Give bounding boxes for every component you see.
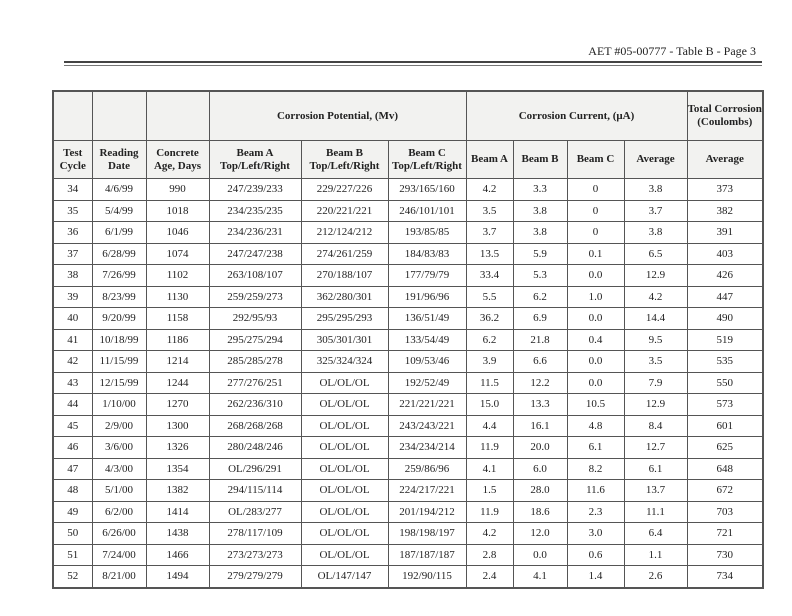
- table-cell: 0.0: [567, 372, 624, 394]
- table-cell: 11.9: [466, 501, 513, 523]
- table-cell: 1214: [146, 351, 209, 373]
- table-cell: 990: [146, 179, 209, 201]
- table-row: [53, 394, 763, 416]
- table-cell: 4.1: [466, 458, 513, 480]
- table-cell: 247/247/238: [209, 243, 301, 265]
- table-cell: 192/90/115: [388, 566, 466, 588]
- table-cell: 1414: [146, 501, 209, 523]
- table-cell: 285/285/278: [209, 351, 301, 373]
- table-cell: 0.0: [567, 265, 624, 287]
- table-cell: 13.7: [624, 480, 687, 502]
- table-cell: 47: [53, 458, 92, 480]
- table-cell: 2/9/00: [92, 415, 146, 437]
- table-cell: 12.9: [624, 394, 687, 416]
- table-cell: 4.8: [567, 415, 624, 437]
- table-row: [53, 351, 763, 373]
- table-cell: 325/324/324: [301, 351, 388, 373]
- table-cell: 2.6: [624, 566, 687, 588]
- corrosion-potential-header: Corrosion Potential, (Mv): [209, 91, 466, 141]
- table-cell: 136/51/49: [388, 308, 466, 330]
- table-cell: OL/283/277: [209, 501, 301, 523]
- table-cell: 35: [53, 200, 92, 222]
- table-cell: 52: [53, 566, 92, 588]
- table-cell: 10/18/99: [92, 329, 146, 351]
- table-cell: 262/236/310: [209, 394, 301, 416]
- table-cell: 39: [53, 286, 92, 308]
- table-cell: OL/OL/OL: [301, 480, 388, 502]
- table-row: [53, 544, 763, 566]
- table-cell: 16.1: [513, 415, 567, 437]
- table-row: [53, 437, 763, 459]
- table-cell: 279/279/279: [209, 566, 301, 588]
- table-cell: 277/276/251: [209, 372, 301, 394]
- table-cell: 45: [53, 415, 92, 437]
- blank-header: [92, 91, 146, 141]
- table-cell: 1438: [146, 523, 209, 545]
- table-cell: 13.3: [513, 394, 567, 416]
- table-cell: OL/OL/OL: [301, 523, 388, 545]
- table-cell: 3/6/00: [92, 437, 146, 459]
- table-cell: 37: [53, 243, 92, 265]
- table-cell: 2.3: [567, 501, 624, 523]
- table-cell: 43: [53, 372, 92, 394]
- blank-header: [53, 91, 92, 141]
- group-header-row: [53, 91, 763, 141]
- table-cell: 192/52/49: [388, 372, 466, 394]
- table-cell: 280/248/246: [209, 437, 301, 459]
- header-rule: [64, 61, 762, 63]
- table-cell: 1158: [146, 308, 209, 330]
- table-cell: 535: [687, 351, 763, 373]
- table-cell: 305/301/301: [301, 329, 388, 351]
- column-header: Test Cycle: [53, 141, 92, 179]
- table-cell: 1466: [146, 544, 209, 566]
- table-cell: 212/124/212: [301, 222, 388, 244]
- table-cell: 246/101/101: [388, 200, 466, 222]
- table-row: [53, 179, 763, 201]
- blank-header: [146, 91, 209, 141]
- table-cell: 5/4/99: [92, 200, 146, 222]
- table-cell: 3.5: [624, 351, 687, 373]
- table-cell: 12.0: [513, 523, 567, 545]
- table-cell: 20.0: [513, 437, 567, 459]
- table-cell: 4/3/00: [92, 458, 146, 480]
- table-cell: 28.0: [513, 480, 567, 502]
- table-cell: 293/165/160: [388, 179, 466, 201]
- table-cell: 1018: [146, 200, 209, 222]
- table-cell: 292/95/93: [209, 308, 301, 330]
- table-cell: 224/217/221: [388, 480, 466, 502]
- table-row: [53, 415, 763, 437]
- table-cell: 12.2: [513, 372, 567, 394]
- corrosion-table: [52, 90, 764, 589]
- table-cell: 12.9: [624, 265, 687, 287]
- table-cell: 10.5: [567, 394, 624, 416]
- table-cell: 1102: [146, 265, 209, 287]
- table-cell: 6.5: [624, 243, 687, 265]
- table-cell: 40: [53, 308, 92, 330]
- table-cell: 3.5: [466, 200, 513, 222]
- table-cell: 201/194/212: [388, 501, 466, 523]
- column-header-row: [53, 141, 763, 179]
- table-cell: 234/235/235: [209, 200, 301, 222]
- table-cell: 1354: [146, 458, 209, 480]
- table-cell: 18.6: [513, 501, 567, 523]
- column-header: Beam C: [567, 141, 624, 179]
- table-cell: 6.1: [567, 437, 624, 459]
- table-cell: 133/54/49: [388, 329, 466, 351]
- table-cell: 1270: [146, 394, 209, 416]
- table-cell: 220/221/221: [301, 200, 388, 222]
- table-row: [53, 523, 763, 545]
- table-cell: 8.4: [624, 415, 687, 437]
- table-cell: 447: [687, 286, 763, 308]
- table-cell: 3.0: [567, 523, 624, 545]
- table-cell: 15.0: [466, 394, 513, 416]
- table-cell: 5.3: [513, 265, 567, 287]
- table-cell: 187/187/187: [388, 544, 466, 566]
- table-row: [53, 286, 763, 308]
- table-row: [53, 200, 763, 222]
- table-cell: 4.4: [466, 415, 513, 437]
- column-header: Reading Date: [92, 141, 146, 179]
- table-cell: 184/83/83: [388, 243, 466, 265]
- table-cell: 51: [53, 544, 92, 566]
- table-cell: 6.2: [466, 329, 513, 351]
- table-cell: 3.3: [513, 179, 567, 201]
- table-cell: 4.2: [624, 286, 687, 308]
- table-cell: 11.5: [466, 372, 513, 394]
- table-cell: 672: [687, 480, 763, 502]
- table-cell: OL/OL/OL: [301, 372, 388, 394]
- table-cell: 7.9: [624, 372, 687, 394]
- table-cell: OL/OL/OL: [301, 501, 388, 523]
- table-cell: 5.9: [513, 243, 567, 265]
- total-corrosion-header: Total Corrosion (Coulombs): [687, 91, 763, 141]
- table-cell: 1074: [146, 243, 209, 265]
- table-cell: 403: [687, 243, 763, 265]
- table-cell: 2.4: [466, 566, 513, 588]
- table-cell: 44: [53, 394, 92, 416]
- table-cell: 274/261/259: [301, 243, 388, 265]
- table-cell: 0.1: [567, 243, 624, 265]
- table-cell: 6.6: [513, 351, 567, 373]
- table-cell: 9.5: [624, 329, 687, 351]
- table-cell: 362/280/301: [301, 286, 388, 308]
- table-cell: 221/221/221: [388, 394, 466, 416]
- column-header: Beam A: [466, 141, 513, 179]
- table-cell: 721: [687, 523, 763, 545]
- page-header: AET #05-00777 - Table B - Page 3: [588, 44, 756, 58]
- table-cell: 109/53/46: [388, 351, 466, 373]
- table-cell: 490: [687, 308, 763, 330]
- table-cell: 0.0: [567, 308, 624, 330]
- table-row: [53, 329, 763, 351]
- table-cell: 21.8: [513, 329, 567, 351]
- table-cell: 4.1: [513, 566, 567, 588]
- table-cell: OL/OL/OL: [301, 458, 388, 480]
- table-cell: 426: [687, 265, 763, 287]
- table-row: [53, 308, 763, 330]
- table-cell: 730: [687, 544, 763, 566]
- table-cell: 6/2/00: [92, 501, 146, 523]
- table-cell: 0.4: [567, 329, 624, 351]
- table-cell: 41: [53, 329, 92, 351]
- table-cell: 11.6: [567, 480, 624, 502]
- table-row: [53, 265, 763, 287]
- table-cell: 6.1: [624, 458, 687, 480]
- table-cell: 1.4: [567, 566, 624, 588]
- table-cell: 14.4: [624, 308, 687, 330]
- table-cell: OL/OL/OL: [301, 437, 388, 459]
- table-cell: 8.2: [567, 458, 624, 480]
- table-cell: 4.2: [466, 523, 513, 545]
- table-cell: 2.8: [466, 544, 513, 566]
- table-cell: 273/273/273: [209, 544, 301, 566]
- column-header: Beam B Top/Left/Right: [301, 141, 388, 179]
- column-header: Average: [687, 141, 763, 179]
- table-cell: 191/96/96: [388, 286, 466, 308]
- table-cell: 1186: [146, 329, 209, 351]
- table-cell: 12.7: [624, 437, 687, 459]
- table-cell: OL/296/291: [209, 458, 301, 480]
- table-cell: 3.9: [466, 351, 513, 373]
- table-cell: 198/198/197: [388, 523, 466, 545]
- table-cell: 295/275/294: [209, 329, 301, 351]
- table-row: [53, 566, 763, 588]
- table-cell: 8/23/99: [92, 286, 146, 308]
- header-rule-thin: [64, 65, 762, 66]
- table-cell: 0: [567, 200, 624, 222]
- table-cell: 34: [53, 179, 92, 201]
- table-row: [53, 372, 763, 394]
- table-cell: 9/20/99: [92, 308, 146, 330]
- table-row: [53, 501, 763, 523]
- table-cell: 3.7: [624, 200, 687, 222]
- table-row: [53, 243, 763, 265]
- table-cell: 6/26/00: [92, 523, 146, 545]
- table-cell: 3.8: [513, 222, 567, 244]
- column-header: Average: [624, 141, 687, 179]
- table-cell: OL/147/147: [301, 566, 388, 588]
- table-row: [53, 458, 763, 480]
- table-cell: 38: [53, 265, 92, 287]
- table-body: [53, 179, 763, 588]
- column-header: Beam C Top/Left/Right: [388, 141, 466, 179]
- table-cell: 550: [687, 372, 763, 394]
- table-cell: 1382: [146, 480, 209, 502]
- table-cell: 625: [687, 437, 763, 459]
- table-cell: 382: [687, 200, 763, 222]
- table-cell: 648: [687, 458, 763, 480]
- table-cell: 0.0: [567, 351, 624, 373]
- table-cell: 268/268/268: [209, 415, 301, 437]
- table-cell: 49: [53, 501, 92, 523]
- column-header: Beam B: [513, 141, 567, 179]
- table-cell: 247/239/233: [209, 179, 301, 201]
- table-cell: 1.0: [567, 286, 624, 308]
- table-cell: 1326: [146, 437, 209, 459]
- table-cell: 294/115/114: [209, 480, 301, 502]
- table-row: [53, 480, 763, 502]
- table-cell: 6/1/99: [92, 222, 146, 244]
- table-cell: 601: [687, 415, 763, 437]
- table-cell: 6.2: [513, 286, 567, 308]
- table-cell: 11/15/99: [92, 351, 146, 373]
- table-cell: 373: [687, 179, 763, 201]
- table-cell: 50: [53, 523, 92, 545]
- table-cell: 295/295/293: [301, 308, 388, 330]
- table-cell: 519: [687, 329, 763, 351]
- table-cell: 573: [687, 394, 763, 416]
- table-cell: 33.4: [466, 265, 513, 287]
- table-cell: 46: [53, 437, 92, 459]
- table-cell: 12/15/99: [92, 372, 146, 394]
- table-cell: 5.5: [466, 286, 513, 308]
- table-cell: 3.8: [624, 179, 687, 201]
- table-cell: 229/227/226: [301, 179, 388, 201]
- table-cell: 8/21/00: [92, 566, 146, 588]
- table-cell: 3.7: [466, 222, 513, 244]
- table-cell: OL/OL/OL: [301, 394, 388, 416]
- table-cell: 270/188/107: [301, 265, 388, 287]
- table-cell: 278/117/109: [209, 523, 301, 545]
- table-cell: 7/26/99: [92, 265, 146, 287]
- table-cell: 3.8: [513, 200, 567, 222]
- table-cell: 0.6: [567, 544, 624, 566]
- table-cell: 6/28/99: [92, 243, 146, 265]
- table-cell: 703: [687, 501, 763, 523]
- table-cell: 259/259/273: [209, 286, 301, 308]
- table-cell: 13.5: [466, 243, 513, 265]
- table-cell: 1/10/00: [92, 394, 146, 416]
- table-cell: 243/243/221: [388, 415, 466, 437]
- table-cell: 177/79/79: [388, 265, 466, 287]
- table-cell: 48: [53, 480, 92, 502]
- table-cell: 0: [567, 179, 624, 201]
- table-cell: 1.5: [466, 480, 513, 502]
- table-cell: 734: [687, 566, 763, 588]
- column-header: Beam A Top/Left/Right: [209, 141, 301, 179]
- table-row: [53, 222, 763, 244]
- table-cell: 259/86/96: [388, 458, 466, 480]
- table-cell: 0: [567, 222, 624, 244]
- table-cell: 4.2: [466, 179, 513, 201]
- table-cell: 6.9: [513, 308, 567, 330]
- table-cell: 3.8: [624, 222, 687, 244]
- table-cell: 4/6/99: [92, 179, 146, 201]
- table-cell: 391: [687, 222, 763, 244]
- table-cell: 36: [53, 222, 92, 244]
- corrosion-current-header: Corrosion Current, (μA): [466, 91, 687, 141]
- table-cell: 5/1/00: [92, 480, 146, 502]
- table-cell: 1244: [146, 372, 209, 394]
- table-cell: OL/OL/OL: [301, 415, 388, 437]
- column-header: Concrete Age, Days: [146, 141, 209, 179]
- table-cell: 1494: [146, 566, 209, 588]
- table-cell: 11.1: [624, 501, 687, 523]
- table-cell: 0.0: [513, 544, 567, 566]
- table-cell: 234/236/231: [209, 222, 301, 244]
- table-cell: 1046: [146, 222, 209, 244]
- table-cell: 263/108/107: [209, 265, 301, 287]
- table-cell: 42: [53, 351, 92, 373]
- table-cell: 234/234/214: [388, 437, 466, 459]
- table-cell: OL/OL/OL: [301, 544, 388, 566]
- table-cell: 193/85/85: [388, 222, 466, 244]
- table-cell: 1.1: [624, 544, 687, 566]
- table-cell: 6.4: [624, 523, 687, 545]
- table-cell: 36.2: [466, 308, 513, 330]
- table-cell: 1300: [146, 415, 209, 437]
- table-cell: 11.9: [466, 437, 513, 459]
- table-cell: 6.0: [513, 458, 567, 480]
- table-cell: 7/24/00: [92, 544, 146, 566]
- table-cell: 1130: [146, 286, 209, 308]
